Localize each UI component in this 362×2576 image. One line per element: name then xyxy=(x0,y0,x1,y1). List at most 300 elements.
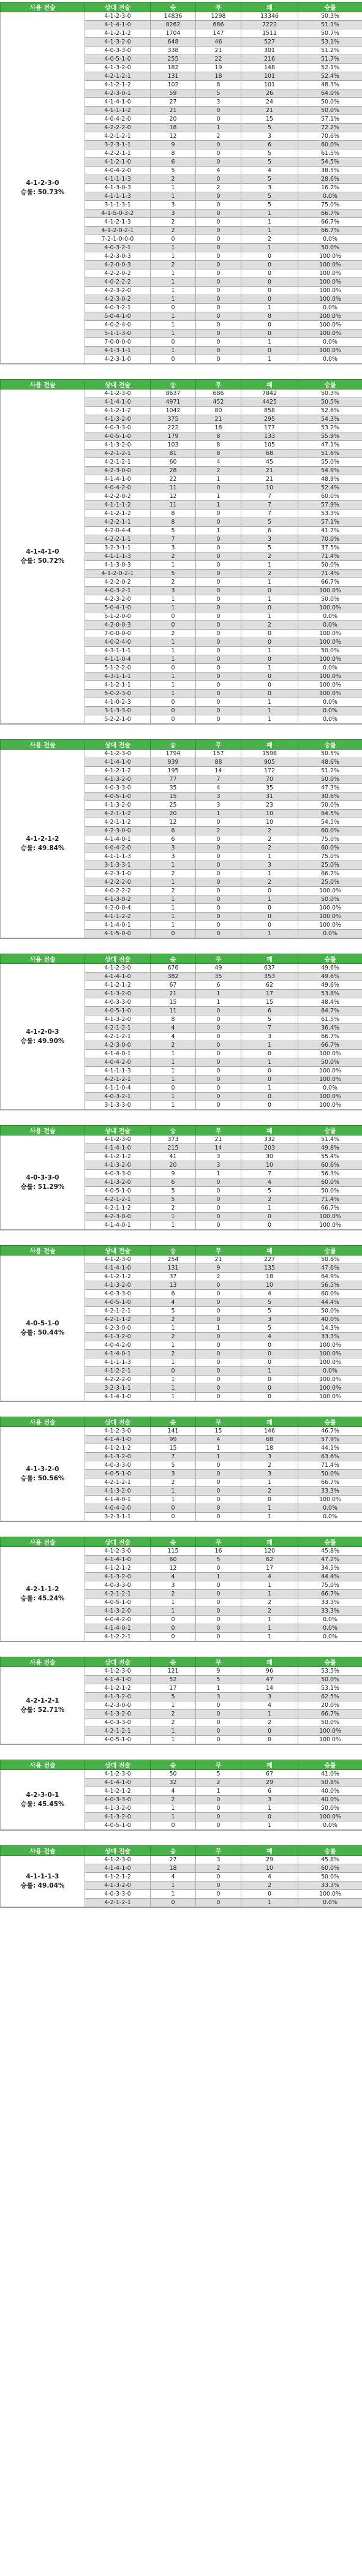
header-opp: 상대 전술 xyxy=(85,1760,151,1770)
win-rate: 50.0% xyxy=(298,1307,362,1316)
draw-count: 0 xyxy=(196,921,241,930)
win-count: 382 xyxy=(151,973,196,981)
opponent-tactic: 3-1-3-3-1 xyxy=(85,861,151,870)
used-tactic-winrate: 승률: 52.71% xyxy=(20,1706,65,1714)
win-rate: 47.3% xyxy=(298,784,362,793)
header-draw: 무 xyxy=(196,1537,241,1547)
win-count: 32 xyxy=(151,1779,196,1787)
tactic-section xyxy=(0,2,362,364)
draw-count: 1 xyxy=(196,1170,241,1178)
draw-count: 0 xyxy=(196,1290,241,1298)
draw-count: 1 xyxy=(196,1453,241,1461)
header-opp: 상대 전술 xyxy=(85,954,151,964)
win-rate: 51.2% xyxy=(298,767,362,775)
loss-count: 5 xyxy=(241,149,298,158)
win-rate: 100.0% xyxy=(298,1341,362,1350)
loss-count: 1 xyxy=(241,1084,298,1093)
win-count: 676 xyxy=(151,964,196,973)
header-label: 사용 전술 xyxy=(1,1246,85,1256)
win-rate: 47.6% xyxy=(298,1264,362,1273)
opponent-tactic: 4-1-2-1-2 xyxy=(85,981,151,990)
win-count: 27 xyxy=(151,98,196,107)
header-rate: 승률 xyxy=(298,1846,362,1856)
win-rate: 0.0% xyxy=(298,930,362,938)
loss-count: 2 xyxy=(241,1599,298,1607)
win-count: 2 xyxy=(151,1333,196,1341)
win-count: 2 xyxy=(151,227,196,235)
used-tactic-cell xyxy=(1,1770,85,1830)
loss-count: 5 xyxy=(241,192,298,201)
tactic-section xyxy=(0,954,362,1110)
win-count: 1 xyxy=(151,252,196,261)
opponent-tactic: 4-2-3-1-0 xyxy=(85,870,151,878)
win-count: 7 xyxy=(151,535,196,544)
opponent-tactic: 4-1-2-1-2 xyxy=(85,767,151,775)
win-count: 2 xyxy=(151,1710,196,1719)
loss-count: 637 xyxy=(241,964,298,973)
opponent-tactic: 4-0-4-2-0 xyxy=(85,1616,151,1624)
opponent-tactic: 5-0-4-1-0 xyxy=(85,604,151,612)
loss-count: 5 xyxy=(241,1307,298,1316)
header-loss: 패 xyxy=(241,1846,298,1856)
win-count: 22 xyxy=(151,475,196,484)
draw-count: 4 xyxy=(196,167,241,175)
loss-count: 10 xyxy=(241,484,298,492)
opponent-tactic: 4-1-2-1-2 xyxy=(85,1153,151,1161)
opponent-tactic: 4-1-3-2-0 xyxy=(85,1015,151,1024)
win-rate: 45.8% xyxy=(298,1547,362,1556)
win-rate: 66.7% xyxy=(298,218,362,227)
draw-count: 0 xyxy=(196,895,241,904)
win-count: 254 xyxy=(151,1256,196,1264)
win-rate: 53.1% xyxy=(298,1684,362,1693)
loss-count: 3 xyxy=(241,1453,298,1461)
loss-count: 10 xyxy=(241,810,298,818)
win-rate: 50.0% xyxy=(298,647,362,655)
win-rate: 52.6% xyxy=(298,407,362,415)
loss-count: 1 xyxy=(241,1616,298,1624)
win-rate: 100.0% xyxy=(298,1101,362,1110)
opponent-tactic: 4-1-3-2-0 xyxy=(85,1178,151,1187)
loss-count: 2 xyxy=(241,621,298,630)
draw-count: 0 xyxy=(196,1058,241,1067)
loss-count: 1 xyxy=(241,595,298,604)
win-count: 1 xyxy=(151,192,196,201)
draw-count: 0 xyxy=(196,570,241,578)
win-rate: 50.5% xyxy=(298,750,362,758)
win-rate: 0.0% xyxy=(298,1821,362,1830)
win-count: 13 xyxy=(151,1281,196,1290)
opponent-tactic: 4-1-1-1-2 xyxy=(85,107,151,115)
used-tactic-cell xyxy=(1,1256,85,1401)
win-rate: 41.0% xyxy=(298,1770,362,1779)
win-rate: 41.7% xyxy=(298,527,362,535)
win-rate: 64.7% xyxy=(298,1007,362,1015)
win-rate: 100.0% xyxy=(298,321,362,330)
draw-count: 0 xyxy=(196,1899,241,1907)
win-rate: 57.1% xyxy=(298,115,362,124)
loss-count: 1 xyxy=(241,930,298,938)
opponent-tactic: 4-2-3-2-0 xyxy=(85,595,151,604)
win-count: 12 xyxy=(151,492,196,501)
win-count: 18 xyxy=(151,1864,196,1873)
opponent-tactic: 4-2-2-0-2 xyxy=(85,492,151,501)
draw-count: 0 xyxy=(196,887,241,895)
opponent-tactic: 7-0-0-0-0 xyxy=(85,338,151,347)
win-rate: 37.5% xyxy=(298,544,362,552)
win-count: 3 xyxy=(151,587,196,595)
loss-count: 3 xyxy=(241,861,298,870)
header-row xyxy=(1,1246,362,1256)
opponent-tactic: 4-1-2-0-2-1 xyxy=(85,227,151,235)
opponent-tactic: 4-1-5-0-3-2 xyxy=(85,209,151,218)
draw-count: 5 xyxy=(196,1556,241,1564)
win-rate: 100.0% xyxy=(298,252,362,261)
win-count: 7 xyxy=(151,1453,196,1461)
draw-count: 0 xyxy=(196,561,241,570)
win-count: 1 xyxy=(151,904,196,913)
win-rate: 100.0% xyxy=(298,347,362,355)
opponent-tactic: 3-2-3-1-1 xyxy=(85,544,151,552)
header-rate: 승률 xyxy=(298,1417,362,1427)
win-rate: 66.7% xyxy=(298,1204,362,1213)
win-rate: 0.0% xyxy=(298,1513,362,1521)
win-rate: 100.0% xyxy=(298,1213,362,1221)
header-row xyxy=(1,1657,362,1667)
draw-count: 0 xyxy=(196,1033,241,1041)
opponent-tactic: 4-1-3-2-0 xyxy=(85,1881,151,1890)
win-rate: 100.0% xyxy=(298,587,362,595)
opponent-tactic: 4-1-4-0-1 xyxy=(85,1050,151,1058)
win-count: 2 xyxy=(151,1204,196,1213)
opponent-tactic: 4-1-2-3-0 xyxy=(85,750,151,758)
opponent-tactic: 5-1-1-3-0 xyxy=(85,330,151,338)
win-count: 1 xyxy=(151,861,196,870)
draw-count: 1 xyxy=(196,810,241,818)
win-rate: 100.0% xyxy=(298,690,362,698)
draw-count: 0 xyxy=(196,1710,241,1719)
opponent-tactic: 4-1-4-0-1 xyxy=(85,1221,151,1230)
opponent-tactic: 4-0-2-2-2 xyxy=(85,887,151,895)
loss-count: 0 xyxy=(241,630,298,638)
tactic-section xyxy=(0,1125,362,1230)
loss-count: 7 xyxy=(241,510,298,518)
opponent-tactic: 4-1-2-3-0 xyxy=(85,1256,151,1264)
loss-count: 2 xyxy=(241,552,298,561)
win-rate: 36.4% xyxy=(298,1024,362,1033)
win-rate: 66.7% xyxy=(298,209,362,218)
opponent-tactic: 4-2-2-1-1 xyxy=(85,535,151,544)
win-count: 0 xyxy=(151,612,196,621)
loss-count: 0 xyxy=(241,321,298,330)
draw-count: 0 xyxy=(196,1478,241,1487)
win-rate: 0.0% xyxy=(298,192,362,201)
opponent-tactic: 4-0-3-3-0 xyxy=(85,1796,151,1804)
win-rate: 30.6% xyxy=(298,793,362,801)
win-count: 375 xyxy=(151,415,196,424)
draw-count: 0 xyxy=(196,1881,241,1890)
win-count: 2 xyxy=(151,630,196,638)
win-rate: 0.0% xyxy=(298,1616,362,1624)
header-opp: 상대 전술 xyxy=(85,1537,151,1547)
opponent-tactic: 4-1-2-3-0 xyxy=(85,1135,151,1144)
opponent-tactic: 4-2-1-1-2 xyxy=(85,818,151,827)
win-rate: 50.0% xyxy=(298,1187,362,1196)
win-rate: 100.0% xyxy=(298,312,362,321)
loss-count: 3 xyxy=(241,1033,298,1041)
header-win: 승 xyxy=(151,1417,196,1427)
loss-count: 5 xyxy=(241,158,298,167)
win-rate: 75.0% xyxy=(298,201,362,209)
win-rate: 40.0% xyxy=(298,1796,362,1804)
loss-count: 0 xyxy=(241,1736,298,1744)
draw-count: 0 xyxy=(196,1804,241,1813)
opponent-tactic: 4-0-5-1-0 xyxy=(85,55,151,64)
header-opp: 상대 전술 xyxy=(85,380,151,390)
draw-count: 0 xyxy=(196,278,241,287)
win-rate: 50.0% xyxy=(298,1058,362,1067)
win-count: 1 xyxy=(151,1736,196,1744)
draw-count: 3 xyxy=(196,1856,241,1864)
opponent-tactic: 4-1-1-1-3 xyxy=(85,1067,151,1075)
win-count: 28 xyxy=(151,467,196,475)
win-count: 1704 xyxy=(151,29,196,38)
win-count: 20 xyxy=(151,1161,196,1170)
used-tactic-name: 4-1-2-3-0 xyxy=(26,179,59,187)
header-draw: 무 xyxy=(196,380,241,390)
draw-count: 0 xyxy=(196,930,241,938)
loss-count: 353 xyxy=(241,973,298,981)
loss-count: 7222 xyxy=(241,21,298,29)
opponent-tactic: 3-2-3-1-1 xyxy=(85,1513,151,1521)
opponent-tactic: 4-1-2-3-0 xyxy=(85,12,151,21)
win-count: 0 xyxy=(151,621,196,630)
used-tactic-name: 4-1-2-1-2 xyxy=(26,835,59,843)
used-tactic-winrate: 승률: 45.45% xyxy=(20,1800,65,1808)
draw-count: 21 xyxy=(196,1256,241,1264)
loss-count: 3 xyxy=(241,1693,298,1701)
draw-count: 0 xyxy=(196,1504,241,1513)
opponent-tactic: 4-1-2-1-2 xyxy=(85,510,151,518)
used-tactic-cell xyxy=(1,1856,85,1907)
win-count: 0 xyxy=(151,698,196,707)
draw-count: 0 xyxy=(196,518,241,527)
win-rate: 44.4% xyxy=(298,1573,362,1581)
loss-count: 4 xyxy=(241,1333,298,1341)
win-rate: 60.6% xyxy=(298,1161,362,1170)
header-draw: 무 xyxy=(196,954,241,964)
win-rate: 71.4% xyxy=(298,1196,362,1204)
opponent-tactic: 4-1-3-1-1 xyxy=(85,347,151,355)
loss-count: 858 xyxy=(241,407,298,415)
header-draw: 무 xyxy=(196,1846,241,1856)
win-rate: 0.0% xyxy=(298,1084,362,1093)
draw-count: 3 xyxy=(196,98,241,107)
opponent-tactic: 4-1-3-2-0 xyxy=(85,1333,151,1341)
opponent-tactic: 4-0-3-3-0 xyxy=(85,1581,151,1590)
draw-count: 0 xyxy=(196,595,241,604)
loss-count: 68 xyxy=(241,450,298,458)
used-tactic-name: 4-1-3-2-0 xyxy=(26,1465,59,1473)
loss-count: 2 xyxy=(241,827,298,835)
draw-count: 0 xyxy=(196,1084,241,1093)
win-count: 1 xyxy=(151,1487,196,1496)
header-label: 사용 전술 xyxy=(1,2,85,12)
draw-count: 0 xyxy=(196,544,241,552)
tactic-section xyxy=(0,739,362,939)
draw-count: 88 xyxy=(196,758,241,767)
draw-count: 2 xyxy=(196,1864,241,1873)
loss-count: 1 xyxy=(241,698,298,707)
header-loss: 패 xyxy=(241,1246,298,1256)
loss-count: 0 xyxy=(241,1358,298,1367)
draw-count: 0 xyxy=(196,621,241,630)
opponent-tactic: 4-1-4-0-1 xyxy=(85,1350,151,1358)
win-count: 8262 xyxy=(151,21,196,29)
loss-count: 0 xyxy=(241,913,298,921)
opponent-tactic: 4-0-5-1-0 xyxy=(85,1736,151,1744)
win-count: 2 xyxy=(151,1719,196,1727)
win-rate: 50.0% xyxy=(298,1873,362,1881)
win-rate: 55.4% xyxy=(298,1153,362,1161)
draw-count: 0 xyxy=(196,1316,241,1324)
win-count: 1 xyxy=(151,561,196,570)
header-loss: 패 xyxy=(241,1760,298,1770)
opponent-tactic: 4-1-2-1-2 xyxy=(85,81,151,89)
draw-count: 8 xyxy=(196,81,241,89)
win-rate: 46.7% xyxy=(298,1427,362,1436)
win-rate: 50.0% xyxy=(298,595,362,604)
draw-count: 686 xyxy=(196,390,241,398)
draw-count: 2 xyxy=(196,467,241,475)
win-count: 1 xyxy=(151,647,196,655)
draw-count: 0 xyxy=(196,1093,241,1101)
loss-count: 1 xyxy=(241,1899,298,1907)
win-count: 1 xyxy=(151,312,196,321)
win-rate: 49.6% xyxy=(298,964,362,973)
win-count: 2 xyxy=(151,870,196,878)
opponent-tactic: 7-0-0-0-0 xyxy=(85,630,151,638)
win-count: 1794 xyxy=(151,750,196,758)
win-rate: 61.5% xyxy=(298,149,362,158)
win-rate: 0.0% xyxy=(298,621,362,630)
win-rate: 64.0% xyxy=(298,89,362,98)
win-count: 1 xyxy=(151,1384,196,1393)
opponent-tactic: 4-1-3-2-0 xyxy=(85,990,151,998)
loss-count: 68 xyxy=(241,1436,298,1444)
draw-count: 8 xyxy=(196,441,241,450)
header-row xyxy=(1,740,362,750)
loss-count: 135 xyxy=(241,1264,298,1273)
loss-count: 35 xyxy=(241,784,298,793)
opponent-tactic: 4-2-1-2-1 xyxy=(85,132,151,141)
win-count: 1 xyxy=(151,604,196,612)
win-rate: 66.7% xyxy=(298,1590,362,1599)
win-count: 0 xyxy=(151,1513,196,1521)
draw-count: 46 xyxy=(196,38,241,47)
opponent-tactic: 4-0-3-3-0 xyxy=(85,47,151,55)
loss-count: 0 xyxy=(241,655,298,664)
win-rate: 100.0% xyxy=(298,672,362,681)
draw-count: 0 xyxy=(196,1719,241,1727)
header-label: 사용 전술 xyxy=(1,1126,85,1135)
win-rate: 53.8% xyxy=(298,990,362,998)
opponent-tactic: 4-0-3-3-0 xyxy=(85,1461,151,1470)
opponent-tactic: 4-1-2-3-0 xyxy=(85,1547,151,1556)
win-count: 9 xyxy=(151,1170,196,1178)
opponent-tactic: 4-1-1-1-3 xyxy=(85,175,151,184)
draw-count: 3 xyxy=(196,1161,241,1170)
header-label: 사용 전술 xyxy=(1,1846,85,1856)
opponent-tactic: 4-1-3-0-3 xyxy=(85,561,151,570)
win-rate: 33.3% xyxy=(298,1333,362,1341)
loss-count: 0 xyxy=(241,887,298,895)
opponent-tactic: 4-2-1-2-1 xyxy=(85,1024,151,1033)
draw-count: 8 xyxy=(196,432,241,441)
win-rate: 60.0% xyxy=(298,1178,362,1187)
table-row xyxy=(1,1547,362,1556)
win-rate: 0.0% xyxy=(298,304,362,312)
loss-count: 1 xyxy=(241,1513,298,1521)
opponent-tactic: 4-2-1-1-2 xyxy=(85,810,151,818)
draw-count: 0 xyxy=(196,1367,241,1376)
used-tactic-name: 4-1-2-0-3 xyxy=(26,1028,59,1036)
loss-count: 0 xyxy=(241,921,298,930)
draw-count: 0 xyxy=(196,690,241,698)
opponent-tactic: 4-0-2-4-0 xyxy=(85,321,151,330)
header-win: 승 xyxy=(151,380,196,390)
win-count: 2 xyxy=(151,261,196,269)
opponent-tactic: 4-1-3-2-0 xyxy=(85,801,151,810)
opponent-tactic: 4-2-1-2-1 xyxy=(85,1478,151,1487)
opponent-tactic: 4-1-3-2-0 xyxy=(85,1281,151,1290)
header-draw: 무 xyxy=(196,1657,241,1667)
win-rate: 50.0% xyxy=(298,895,362,904)
win-count: 14836 xyxy=(151,12,196,21)
win-count: 1 xyxy=(151,1213,196,1221)
draw-count: 3 xyxy=(196,1693,241,1701)
win-rate: 0.0% xyxy=(298,338,362,347)
loss-count: 2 xyxy=(241,835,298,844)
win-rate: 100.0% xyxy=(298,1050,362,1058)
header-draw: 무 xyxy=(196,1417,241,1427)
loss-count: 18 xyxy=(241,1273,298,1281)
win-count: 4 xyxy=(151,1787,196,1796)
win-count: 11 xyxy=(151,501,196,510)
loss-count: 10 xyxy=(241,1161,298,1170)
header-loss: 패 xyxy=(241,1537,298,1547)
win-count: 8 xyxy=(151,510,196,518)
win-count: 338 xyxy=(151,47,196,55)
opponent-tactic: 4-0-3-2-1 xyxy=(85,304,151,312)
win-count: 99 xyxy=(151,1436,196,1444)
opponent-tactic: 4-2-1-2-1 xyxy=(85,1899,151,1907)
win-rate: 0.0% xyxy=(298,1633,362,1641)
opponent-tactic: 4-1-4-1-0 xyxy=(85,1779,151,1787)
opponent-tactic: 4-1-2-1-2 xyxy=(85,1787,151,1796)
win-rate: 0.0% xyxy=(298,235,362,244)
loss-count: 23 xyxy=(241,801,298,810)
loss-count: 3 xyxy=(241,1316,298,1324)
header-rate: 승률 xyxy=(298,380,362,390)
loss-count: 0 xyxy=(241,1067,298,1075)
draw-count: 2 xyxy=(196,1779,241,1787)
win-rate: 50.5% xyxy=(298,398,362,407)
draw-count: 1 xyxy=(196,501,241,510)
loss-count: 18 xyxy=(241,1444,298,1453)
win-rate: 14.3% xyxy=(298,1324,362,1333)
win-count: 0 xyxy=(151,304,196,312)
